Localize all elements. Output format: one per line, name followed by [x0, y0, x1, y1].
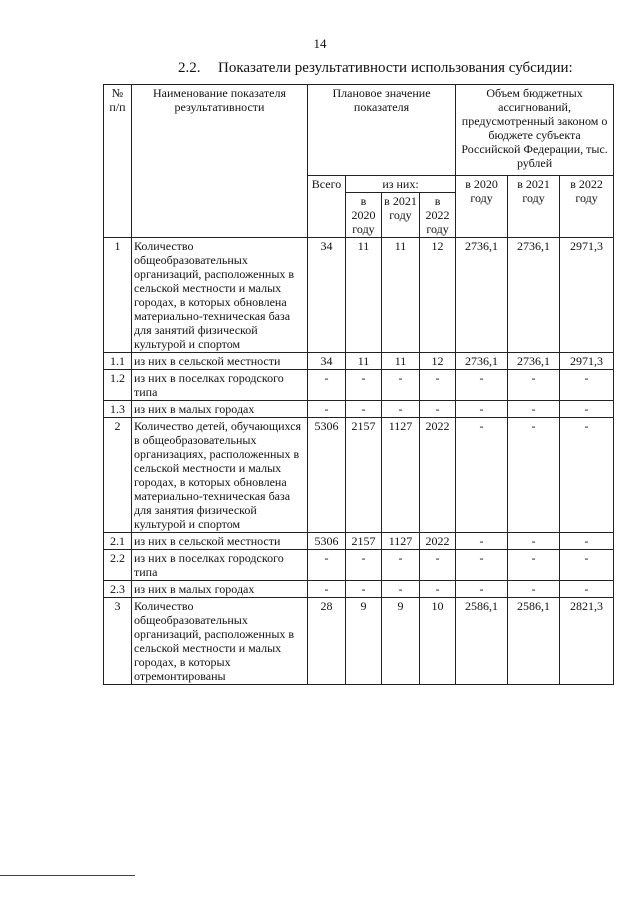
- row-plan-2021-cell: -: [382, 401, 420, 418]
- row-num-cell: 1.3: [104, 401, 132, 418]
- row-budget-2020-cell: -: [456, 550, 508, 581]
- row-plan-2020-cell: -: [346, 370, 382, 401]
- header-plan: Плановое значение показателя: [308, 85, 456, 176]
- row-num-cell: 1.2: [104, 370, 132, 401]
- row-plan-2021-cell: 9: [382, 598, 420, 685]
- row-plan-2020-cell: 11: [346, 238, 382, 353]
- header-name: Наименование показателя результативности: [132, 85, 308, 238]
- row-plan-2020-cell: 11: [346, 353, 382, 370]
- row-budget-2020-cell: 2736,1: [456, 238, 508, 353]
- row-plan-2022-cell: 2022: [420, 418, 456, 533]
- row-total-cell: 34: [308, 238, 346, 353]
- row-budget-2021-cell: -: [508, 370, 560, 401]
- header-total: Всего: [308, 176, 346, 238]
- header-row-1: [104, 85, 614, 176]
- row-name-cell: из них в сельской местности: [132, 533, 308, 550]
- row-budget-2021-cell: 2736,1: [508, 353, 560, 370]
- row-budget-2021-cell: -: [508, 581, 560, 598]
- row-num-cell: 2.1: [104, 533, 132, 550]
- row-plan-2020-cell: 9: [346, 598, 382, 685]
- table-row: [104, 353, 614, 370]
- row-budget-2022-cell: -: [560, 401, 614, 418]
- table-row: [104, 598, 614, 685]
- row-budget-2020-cell: -: [456, 581, 508, 598]
- section-number: 2.2.: [178, 60, 201, 76]
- table-body: [104, 238, 614, 685]
- row-plan-2022-cell: -: [420, 581, 456, 598]
- row-plan-2021-cell: -: [382, 581, 420, 598]
- header-budget: Объем бюджетных ассигнований, предусмотренный законом о бюджете субъекта Российской Федерации, тыс. рублей: [456, 85, 614, 176]
- row-total-cell: -: [308, 581, 346, 598]
- row-plan-2020-cell: -: [346, 401, 382, 418]
- table-row: [104, 550, 614, 581]
- row-num-cell: 1: [104, 238, 132, 353]
- row-budget-2020-cell: -: [456, 418, 508, 533]
- row-budget-2021-cell: -: [508, 401, 560, 418]
- row-num-cell: 1.1: [104, 353, 132, 370]
- header-plan-2021: в 2021 году: [382, 193, 420, 238]
- row-name-cell: из них в поселках городского типа: [132, 370, 308, 401]
- row-num-cell: 2: [104, 418, 132, 533]
- row-name-cell: Количество общеобразовательных организаций, расположенных в сельской местности и малых городах, в которых отремонтированы: [132, 598, 308, 685]
- row-budget-2022-cell: -: [560, 581, 614, 598]
- row-name-cell: из них в малых городах: [132, 401, 308, 418]
- row-name-cell: из них в поселках городского типа: [132, 550, 308, 581]
- row-budget-2021-cell: -: [508, 533, 560, 550]
- row-name-cell: из них в малых городах: [132, 581, 308, 598]
- row-name-cell: Количество детей, обучающихся в общеобразовательных организациях, расположенных в сельской местности и малых городах, в которых обновлена материально-техническая база для занятия физической культурой и спортом: [132, 418, 308, 533]
- row-budget-2021-cell: -: [508, 418, 560, 533]
- row-budget-2022-cell: 2821,3: [560, 598, 614, 685]
- section-heading: [178, 60, 573, 77]
- row-plan-2022-cell: 12: [420, 353, 456, 370]
- row-plan-2022-cell: -: [420, 401, 456, 418]
- row-budget-2022-cell: -: [560, 370, 614, 401]
- row-plan-2022-cell: -: [420, 370, 456, 401]
- row-total-cell: 34: [308, 353, 346, 370]
- header-plan-2022: в 2022 году: [420, 193, 456, 238]
- row-budget-2021-cell: 2736,1: [508, 238, 560, 353]
- row-total-cell: -: [308, 370, 346, 401]
- row-budget-2020-cell: 2586,1: [456, 598, 508, 685]
- row-plan-2021-cell: -: [382, 550, 420, 581]
- header-budget-2021: в 2021 году: [508, 176, 560, 238]
- indicators-table: [103, 84, 614, 685]
- row-budget-2022-cell: -: [560, 533, 614, 550]
- row-plan-2021-cell: 1127: [382, 418, 420, 533]
- row-total-cell: 5306: [308, 418, 346, 533]
- header-budget-2022: в 2022 году: [560, 176, 614, 238]
- row-plan-2021-cell: -: [382, 370, 420, 401]
- row-plan-2021-cell: 1127: [382, 533, 420, 550]
- row-name-cell: Количество общеобразовательных организаций, расположенных в сельской местности и малых городах, в которых обновлена материально-техническая база для занятий физической культурой и спортом: [132, 238, 308, 353]
- row-budget-2022-cell: 2971,3: [560, 353, 614, 370]
- header-budget-2020: в 2020 году: [456, 176, 508, 238]
- row-plan-2022-cell: 12: [420, 238, 456, 353]
- row-budget-2020-cell: -: [456, 533, 508, 550]
- row-plan-2022-cell: 2022: [420, 533, 456, 550]
- row-plan-2020-cell: -: [346, 581, 382, 598]
- row-num-cell: 2.3: [104, 581, 132, 598]
- row-plan-2020-cell: 2157: [346, 418, 382, 533]
- page-number: 14: [313, 36, 327, 51]
- footnote-divider: [0, 875, 135, 876]
- row-budget-2020-cell: 2736,1: [456, 353, 508, 370]
- header-num: № п/п: [104, 85, 132, 238]
- row-budget-2021-cell: 2586,1: [508, 598, 560, 685]
- header-plan-2020: в 2020 году: [346, 193, 382, 238]
- table-row: [104, 418, 614, 533]
- row-budget-2022-cell: -: [560, 418, 614, 533]
- row-total-cell: -: [308, 401, 346, 418]
- table-row: [104, 401, 614, 418]
- row-num-cell: 2.2: [104, 550, 132, 581]
- row-name-cell: из них в сельской местности: [132, 353, 308, 370]
- row-total-cell: 5306: [308, 533, 346, 550]
- row-budget-2022-cell: 2971,3: [560, 238, 614, 353]
- table-row: [104, 581, 614, 598]
- row-budget-2020-cell: -: [456, 401, 508, 418]
- table-row: [104, 533, 614, 550]
- row-total-cell: 28: [308, 598, 346, 685]
- header-of-them: из них:: [346, 176, 456, 193]
- row-budget-2022-cell: -: [560, 550, 614, 581]
- section-title: Показатели результативности использования субсидии:: [218, 60, 573, 76]
- table-row: [104, 370, 614, 401]
- row-budget-2020-cell: -: [456, 370, 508, 401]
- row-plan-2020-cell: 2157: [346, 533, 382, 550]
- row-plan-2022-cell: 10: [420, 598, 456, 685]
- row-budget-2021-cell: -: [508, 550, 560, 581]
- row-num-cell: 3: [104, 598, 132, 685]
- row-plan-2021-cell: 11: [382, 353, 420, 370]
- table-row: [104, 238, 614, 353]
- row-plan-2021-cell: 11: [382, 238, 420, 353]
- row-plan-2022-cell: -: [420, 550, 456, 581]
- row-total-cell: -: [308, 550, 346, 581]
- row-plan-2020-cell: -: [346, 550, 382, 581]
